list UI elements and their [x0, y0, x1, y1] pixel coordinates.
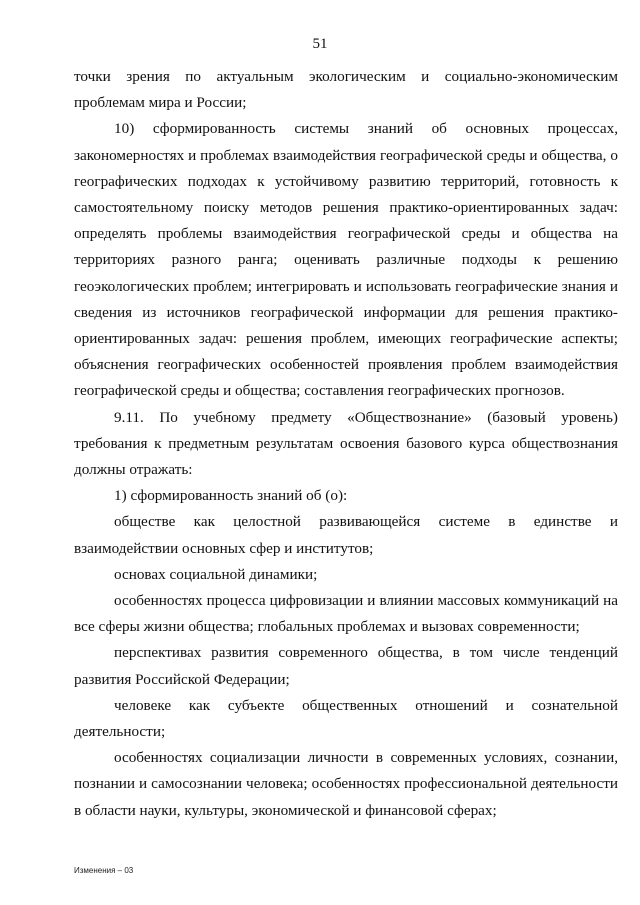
document-body: [74, 64, 618, 824]
paragraph: 9.11. По учебному предмету «Обществознание» (базовый уровень) требования к предметным результатам освоения базового курса обществознания должны отражать:: [74, 408, 618, 479]
paragraph: перспективах развития современного общества, в том числе тенденций развития Российской Федерации;: [74, 644, 618, 688]
paragraph: особенностях социализации личности в современных условиях, сознании, познании и самосознании человека; особенностях профессиональной деятельности в области науки, культуры, экономической и финансовой сферах;: [74, 749, 618, 819]
paragraph: обществе как целостной развивающейся системе в единстве и взаимодействии основных сфер и институтов;: [74, 513, 618, 557]
paragraph: 10) сформированность системы знаний об основных процессах, закономерностях и проблемах взаимодействия географической среды и общества, о географических подходах к устойчивому развитию территорий, готовность к самостоятельному поиску методов решения практико-ориентированных задач: определять проблемы взаимодействия географической среды и общества на территориях разного ранга; оценивать различные подходы к решению геоэкологических проблем; интегрировать и использовать географические знания и сведения из источников географической информации для решения практико-ориентированных задач: решения проблем, имеющих географические аспекты; объяснения географических особенностей проявления проблем взаимодействия географической среды и общества; составления географических прогнозов.: [74, 120, 618, 400]
revision-footer: Изменения – 03: [74, 866, 134, 875]
paragraph: основах социальной динамики;: [114, 565, 318, 583]
paragraph: точки зрения по актуальным экологическим и социально-экономическим проблемам мира и России;: [74, 68, 618, 112]
page-number: 51: [312, 36, 328, 52]
paragraph: особенностях процесса цифровизации и влиянии массовых коммуникаций на все сферы жизни общества; глобальных проблемах и вызовах современности;: [74, 592, 618, 636]
paragraph: человеке как субъекте общественных отношений и сознательной деятельности;: [74, 696, 618, 741]
paragraph: 1) сформированность знаний об (о):: [114, 487, 348, 505]
